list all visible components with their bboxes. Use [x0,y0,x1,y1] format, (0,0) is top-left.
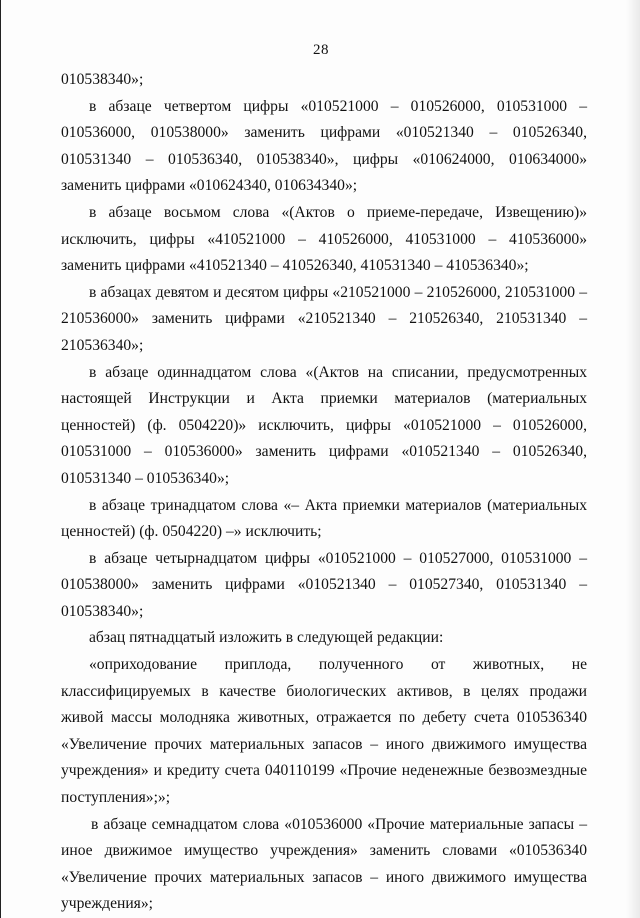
paragraph: в абзацах девятом и десятом цифры «210521000 – 210526000, 210531000 – 210536000» заменить цифрами «210521340 – 210526340, 210531340 – 210536340»; [61,283,587,354]
paragraph: в абзаце восьмом слова «(Актов о приеме-передаче, Извещению)» исключить, цифры «410521000 – 410526000, 410531000 – 410536000» заменить цифрами «410521340 – 410526340, 410531340 – 410536340»; [61,203,587,275]
paragraph: в абзаце семнадцатом слова «010536000 «Прочие материальные запасы – иное движимое имущество учреждения» заменить словами «010536340 «Увеличение прочих материальных запасов – иного движимого имущества учреждения»; [61,815,587,913]
document-body [61,67,587,918]
paragraph: абзац пятнадцатый изложить в следующей редакции: [89,629,444,647]
paragraph: в абзаце четырнадцатом цифры «010521000 – 010527000, 010531000 – 010538000» заменить цифрами «010521340 – 010527340, 010531340 – 010538340»; [61,549,587,620]
scan-shadow [626,0,640,918]
paragraph: «оприходование приплода, полученного от животных, не классифицируемых в качестве биологических активов, в целях продажи живой массы молодняка животных, отражается по дебету счета 010536340 «Увеличение прочих материальных запасов – иного движимого имущества учреждения» и кредиту счета 040110199 «Прочие неденежные безвозмездные поступления»;»; [61,656,587,807]
paragraph: в абзаце тринадцатом слова «– Акта приемки материалов (материальных ценностей) (ф. 0504220) –» исключить; [61,496,587,541]
paragraph: в абзаце четвертом цифры «010521000 – 010526000, 010531000 – 010536000, 010538000» заменить цифрами «010521340 – 010526340, 010531340 – 010536340, 010538340», цифры «010624000, 010634000» заменить цифрами «010624340, 010634340»; [61,97,587,195]
paragraph: 010538340»; [61,71,144,88]
page-number: 28 [313,42,329,58]
paragraph: в абзаце одиннадцатом слова «(Актов на списании, предусмотренных настоящей Инструкции и Акта приемки материалов (материальных ценностей) (ф. 0504220)» исключить, цифры «010521000 – 010526000, 010531000 – 010536000» заменить цифрами «010521340 – 010526340, 010531340 – 010536340»; [61,363,587,487]
